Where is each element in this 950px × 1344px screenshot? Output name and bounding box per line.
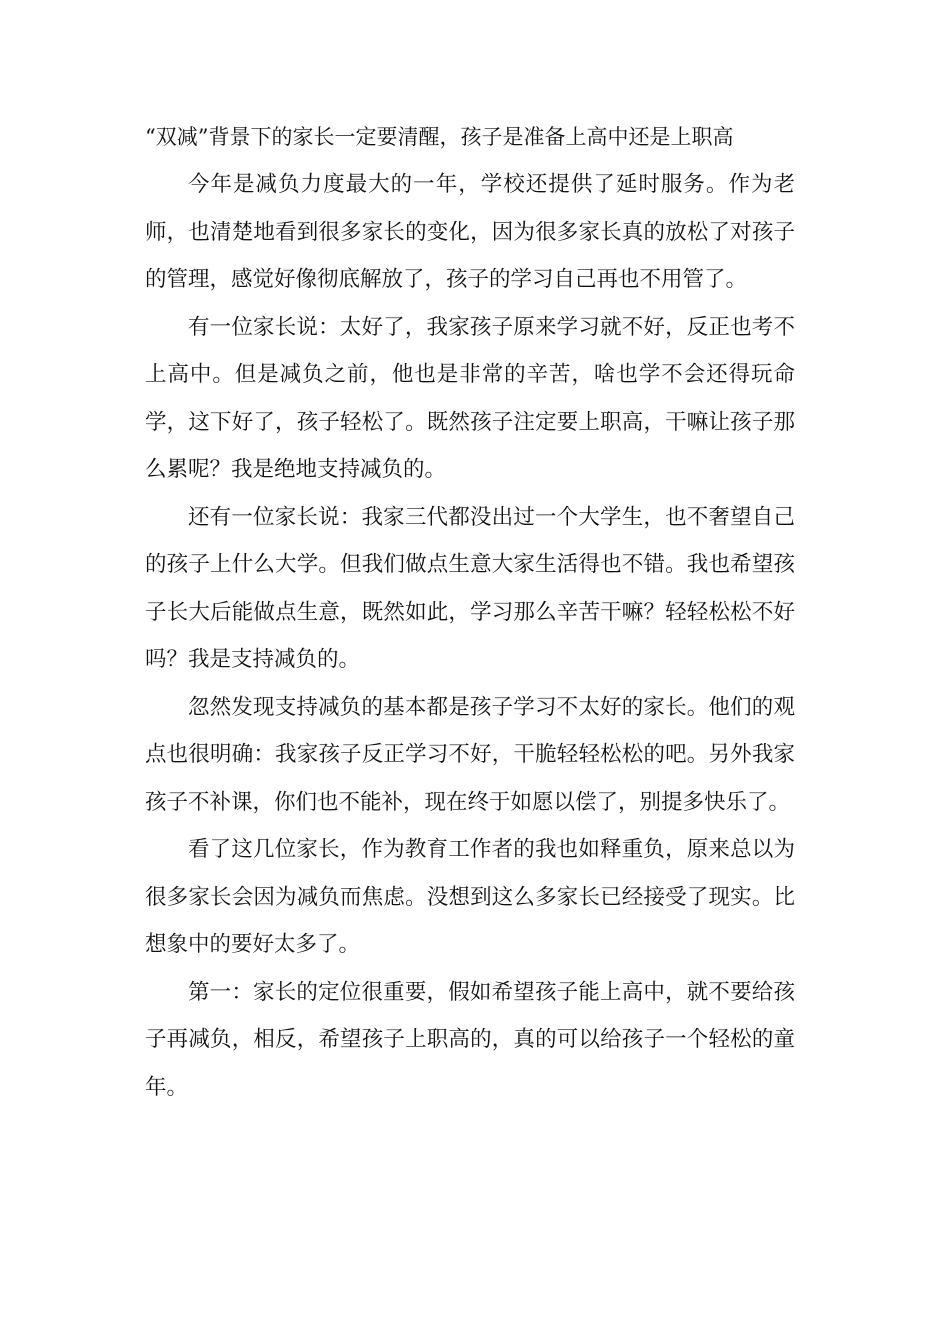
paragraph-4: 忽然发现支持减负的基本都是孩子学习不太好的家长。他们的观点也很明确：我家孩子反正学习不好，干脆轻轻松松的吧。另外我家孩子不补课，你们也不能补，现在终于如愿以偿了，别提多快乐了。 <box>145 694 795 815</box>
document-title: “双减”背景下的家长一定要清醒，孩子是准备上高中还是上职高 <box>145 125 734 149</box>
document-body <box>145 114 795 1111</box>
paragraph-6: 第一：家长的定位很重要，假如希望孩子能上高中，就不要给孩子再减负，相反，希望孩子上职高的，真的可以给孩子一个轻松的童年。 <box>145 979 795 1100</box>
paragraph-5: 看了这几位家长，作为教育工作者的我也如释重负，原来总以为很多家长会因为减负而焦虑。没想到这么多家长已经接受了现实。比想象中的要好太多了。 <box>145 837 795 957</box>
paragraph-3: 还有一位家长说：我家三代都没出过一个大学生，也不奢望自己的孩子上什么大学。但我们做点生意大家生活得也不错。我也希望孩子长大后能做点生意，既然如此，学习那么辛苦干嘛？轻轻松松不好吗？我是支持减负的。 <box>145 504 795 672</box>
paragraph-2: 有一位家长说：太好了，我家孩子原来学习就不好，反正也考不上高中。但是减负之前，他也是非常的辛苦，啥也学不会还得玩命学，这下好了，孩子轻松了。既然孩子注定要上职高，干嘛让孩子那么累呢？我是绝地支持减负的。 <box>145 314 795 482</box>
paragraph-1: 今年是减负力度最大的一年，学校还提供了延时服务。作为老师，也清楚地看到很多家长的变化，因为很多家长真的放松了对孩子的管理，感觉好像彻底解放了，孩子的学习自己再也不用管了。 <box>145 172 795 292</box>
